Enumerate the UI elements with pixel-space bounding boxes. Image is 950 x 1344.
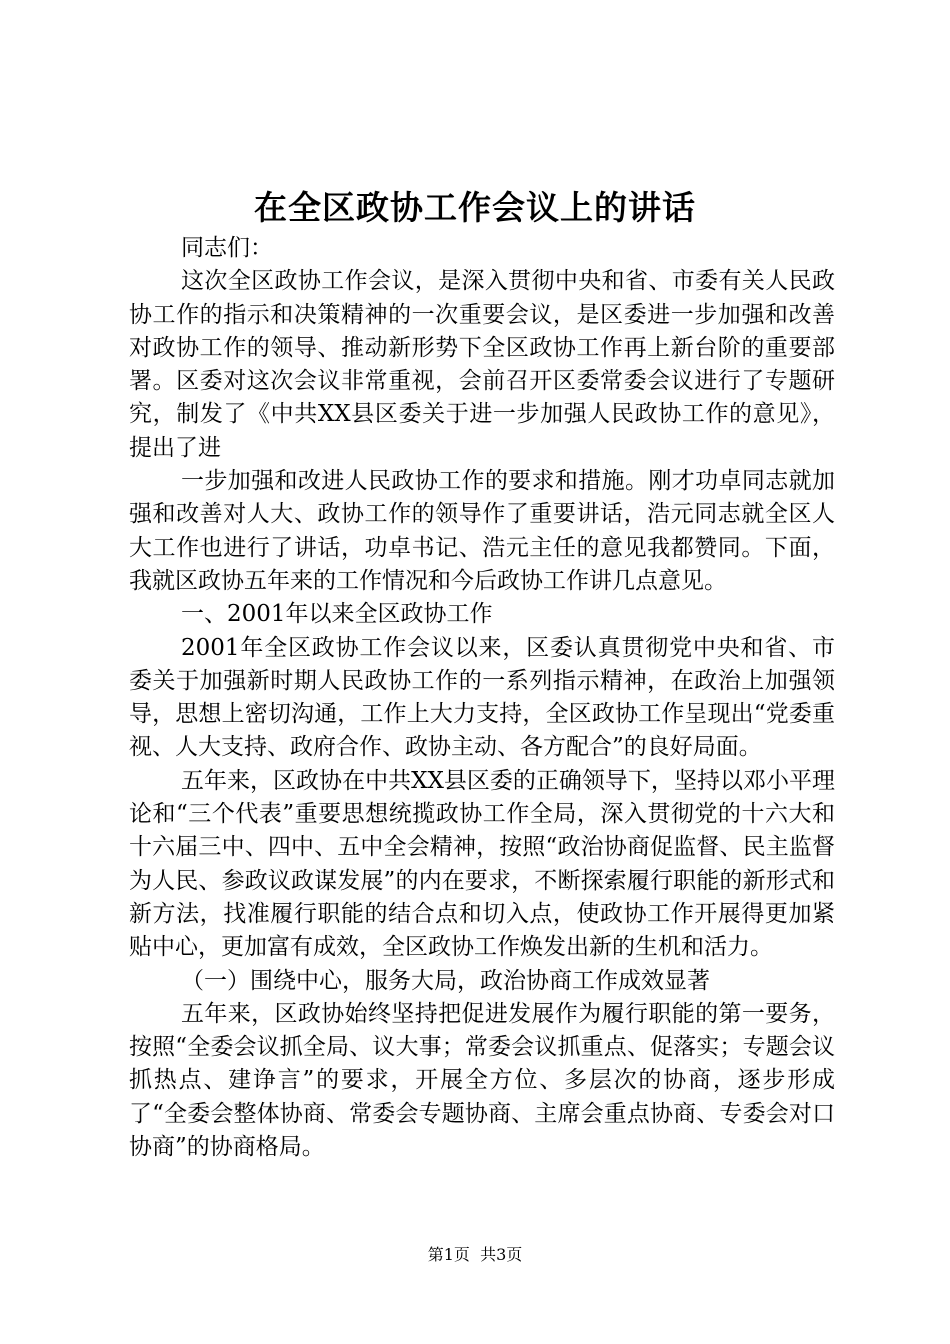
paragraph-4: 五年来，区政协在中共XX县区委的正确领导下，坚持以邓小平理论和“三个代表”重要思想统揽政协工作全局，深入贯彻党的十六大和十六届三中、四中、五中全会精神，按照“政治协商促监督、民主监督为人民、参政议政谋发展”的内在要求，不断探索履行职能的新形式和新方法，找准履行职能的结合点和切入点，使政协工作开展得更加紧贴中心，更加富有成效，全区政协工作焕发出新的生机和活力。: [129, 767, 835, 961]
document-title: 在全区政协工作会议上的讲话: [254, 188, 696, 227]
paragraph-5: 五年来，区政协始终坚持把促进发展作为履行职能的第一要务，按照“全委会议抓全局、议大事；常委会议抓重点、促落实；专题会议抓热点、建诤言”的要求，开展全方位、多层次的协商，逐步形成了“全委会整体协商、常委会专题协商、主席会重点协商、专委会对口协商”的协商格局。: [129, 1000, 835, 1161]
subsection-heading-1: （一）围绕中心，服务大局，政治协商工作成效显著: [181, 967, 710, 994]
page-number: 第1页 共3页: [427, 1245, 523, 1264]
paragraph-1: 这次全区政协工作会议，是深入贯彻中央和省、市委有关人民政协工作的指示和决策精神的一次重要会议，是区委进一步加强和改善对政协工作的领导、推动新形势下全区政协工作再上新台阶的重要部署。区委对这次会议非常重视，会前召开区委常委会议进行了专题研究，制发了《中共XX县区委关于进一步加强人民政协工作的意见》，提出了进: [129, 268, 835, 461]
page-footer: [0, 1244, 950, 1266]
paragraph-2: 一步加强和改进人民政协工作的要求和措施。刚才功卓同志就加强和改善对人大、政协工作的领导作了重要讲话，浩元同志就全区人大工作也进行了讲话，功卓书记、浩元主任的意见我都赞同。下面，我就区政协五年来的工作情况和今后政协工作讲几点意见。: [129, 468, 835, 594]
document-body: [129, 232, 835, 1164]
paragraph-3: 2001年全区政协工作会议以来，区委认真贯彻党中央和省、市委关于加强新时期人民政协工作的一系列指示精神，在政治上加强领导，思想上密切沟通，工作上大力支持，全区政协工作呈现出“党委重视、人大支持、政府合作、政协主动、各方配合”的良好局面。: [129, 634, 835, 761]
salutation: 同志们：: [181, 235, 273, 261]
section-heading-1: 一、2001年以来全区政协工作: [181, 601, 493, 628]
